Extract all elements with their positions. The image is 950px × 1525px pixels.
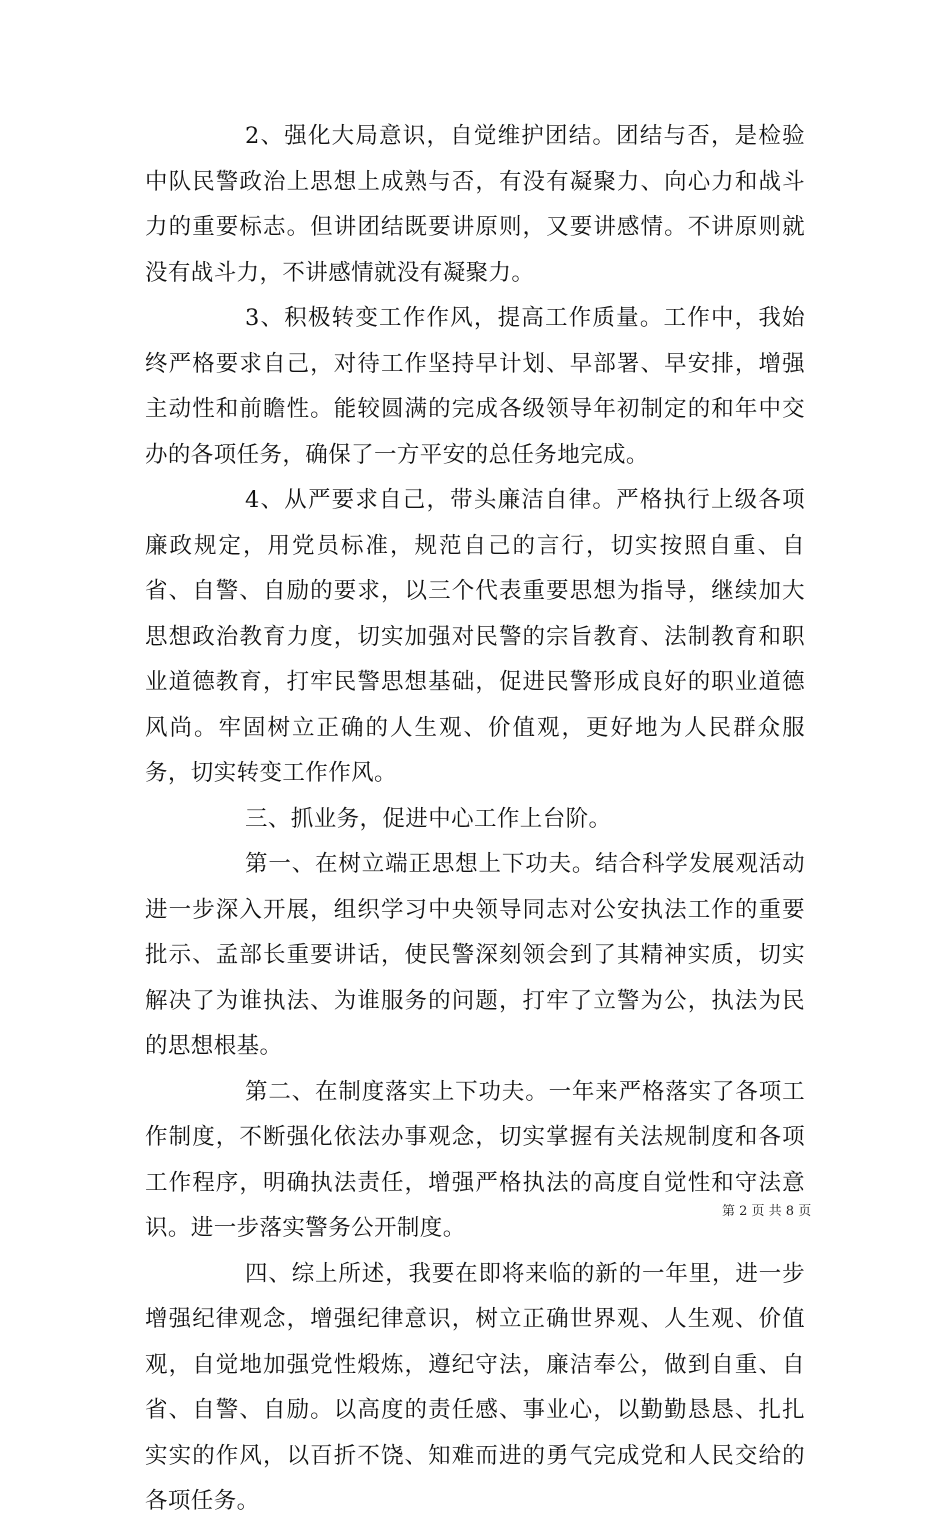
paragraph-second-system: 第二、在制度落实上下功夫。一年来严格落实了各项工作制度，不断强化依法办事观念，切实掌握有关法规制度和各项工作程序，明确执法责任，增强严格执法的高度自觉性和守法意识。进一步落实警务公开制度。 [145, 1078, 805, 1241]
section-heading-business: 三、抓业务，促进中心工作上台阶。 [245, 805, 612, 832]
document-body [145, 114, 805, 1525]
page-number: 第 2 页 共 8 页 [722, 1204, 812, 1219]
paragraph-self-discipline: 4、从严要求自己，带头廉洁自律。严格执行上级各项廉政规定，用党员标准，规范自己的言行，切实按照自重、自省、自警、自励的要求，以三个代表重要思想为指导，继续加大思想政治教育力度，切实加强对民警的宗旨教育、法制教育和职业道德教育，打牢民警思想基础，促进民警形成良好的职业道德风尚。牢固树立正确的人生观、价值观，更好地为人民群众服务，切实转变工作作风。 [145, 487, 805, 786]
paragraph-unity: 2、强化大局意识，自觉维护团结。团结与否，是检验中队民警政治上思想上成熟与否，有没有凝聚力、向心力和战斗力的重要标志。但讲团结既要讲原则，又要讲感情。不讲原则就没有战斗力，不讲感情就没有凝聚力。 [145, 123, 805, 286]
paragraph-summary: 四、综上所述，我要在即将来临的新的一年里，进一步增强纪律观念，增强纪律意识，树立正确世界观、人生观、价值观，自觉地加强党性煅炼，遵纪守法，廉洁奉公，做到自重、自省、自警、自励。以高度的责任感、事业心，以勤勤恳恳、扎扎实实的作风，以百折不饶、知难而进的勇气完成党和人民交给的各项任务。 [145, 1260, 805, 1514]
paragraph-work-style: 3、积极转变工作作风，提高工作质量。工作中，我始终严格要求自己，对待工作坚持早计划、早部署、早安排，增强主动性和前瞻性。能较圆满的完成各级领导年初制定的和年中交办的各项任务，确保了一方平安的总任务地完成。 [145, 305, 805, 468]
paragraph-first-thinking: 第一、在树立端正思想上下功夫。结合科学发展观活动进一步深入开展，组织学习中央领导同志对公安执法工作的重要批示、孟部长重要讲话，使民警深刻领会到了其精神实质，切实解决了为谁执法、为谁服务的问题，打牢了立警为公，执法为民的思想根基。 [145, 851, 805, 1059]
